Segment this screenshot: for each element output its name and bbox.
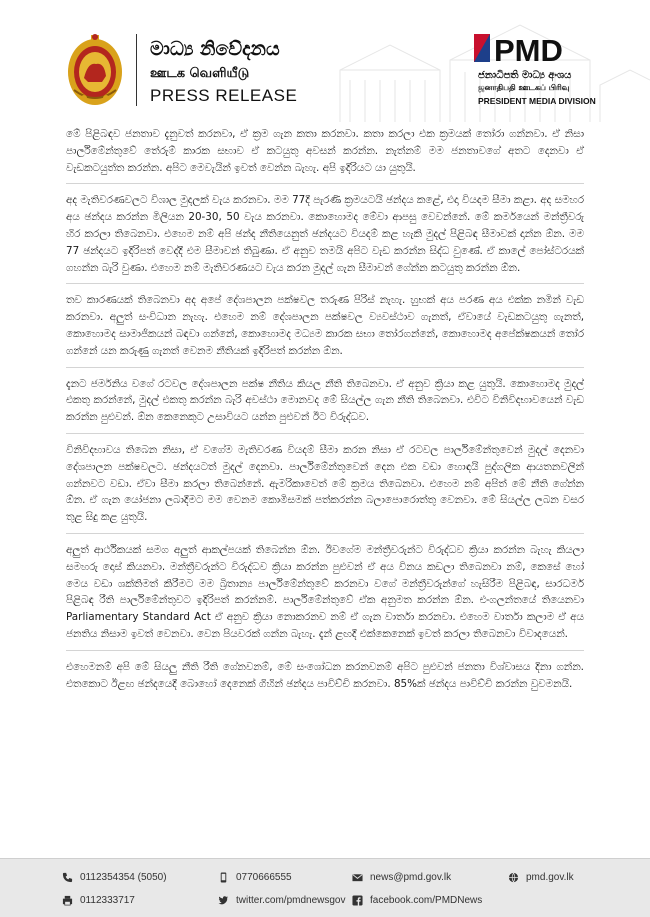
paragraph-5: විනිවිදභාවය තිබෙන නිසා, ඒ වගේම මැතිවරණ වියදම් සීමා කරන නිසා ඒ රටවල පාර්ලිමේන්තුවෙන් මුදල් දෙනවා දේශපාලන පක්ෂවලට. ඡන්දයටත් මුදල් දෙනවා. පාර්ලිමේන්තුවෙන් දෙන එක වඩා හොඳයි පුද්ගලික ආයතනවලින් ගන්නවට වඩා. ඒවා සීමා කරලා තිබෙන්නේ. ඇමරිකාවෙත් මේ ක්‍රමය තිබෙනවා. එහෙම නම් අපිත් මේ නීති ගේන්න ඕන. ඒ ගැන යෝජනා ලබාදීමට මම වෙනම කොමිසමක් පත්කරන්න බලාපොරොත්තු වෙනවා. මේ සියල්ල ලබන වසර තුළ සිදු කළ යුතුයි.: [66, 442, 584, 534]
division-sinhala: ජනාධිපති මාධ්‍ය අංශය: [478, 70, 572, 81]
footer-email[interactable]: [352, 872, 451, 883]
fax-icon: [62, 895, 73, 906]
phone-icon: [62, 872, 73, 883]
website-text: pmd.gov.lk: [526, 872, 574, 883]
paragraph-7: එහෙමනම් අපි මේ සියලු නීති රීති ගේනවනම්, මේ සංශෝධන කරනවනම් අපිට පුළුවන් ජනතා විශ්වාසය දිනා ගන්න. එතකොට ඊළඟ ඡන්දයෙදී බොහෝ දෙනෙක් ගිහින් ඡන්දය පාවිච්චි කරනවා. 85%ක් ඡන්දය පාවිච්චි කරන්න වුවමනයි.: [66, 660, 584, 690]
national-emblem-icon: [66, 32, 124, 108]
footer-phone[interactable]: [62, 872, 167, 883]
fax-text: 0112333717: [80, 895, 135, 906]
paragraph-3: තව කාරණයක් තිබෙනවා අද අපේ දේශපාලන පක්ෂවල තරුණ පිරිස් නැහැ. හුභක් අය පරණ අය එක්ක නමින් වැඩ කරනවා. අලුත් සංවිධාන නැහැ. එහෙම නම් දේශපාලන පක්ෂවල ව්‍යවස්ථාව ගැනත්, ඒවායේ වැඩකටයුතු ගැනත්, කොහොමද සාමාජිකයන් බඳවා ගන්නේ, කොහොමද මධ්‍යම කාරක සභා තෝරගන්නේ, කොහොමද අපේක්ෂකයන් තෝර ගන්නේ යන කරුණු ගැනත් වෙනම නීතියක් ඉදිරිපත් කරන්න ඕන.: [66, 292, 584, 367]
header-divider: [136, 34, 137, 106]
paragraph-6: අලුත් ආර්ථිකයක් සමග අලුත් ආකල්පයක් තිබෙන්න ඕන. ඊවගේම මන්ත්‍රීවරුන්ට විරුද්ධව ක්‍රියා කරන්න බැහැ කියලා සමහරු දොස් කියනවා. මන්ත්‍රීවරුන්ට විරුද්ධව ක්‍රියා කරන්න පුළුවන් ඒ අය විනය කඩලා තිබෙනවා නම්, කෙසේ හෝ මෙය වඩා ශක්තිමත් කිරීමට මම බ්‍රිතාන්‍ය පාර්ලිමේන්තුවේ කරනවා වගේ මන්ත්‍රීවරුන්ගේ හැසිරීම පිළිබඳ, සාරධර්ම පිළිබඳ රීති පාර්ලිමේන්තුවට ඉදිරිපත් කරන්නම්. පාර්ලිමේන්තුවේ ඒක අනුමත කරන්න ඕන. එංගලන්තයේ තියෙනවා Parliamentary Standard Act ඒ අනුව ක්‍රියා නොකරනව නම් ඒ ගැන වාර්තා කරනවා. එහෙම වාර්තා කලාම ඒ අය ජනතිය නිසාම ඉවත් වෙනවා. වෙන පියවරක් ගන්න බැහැ. දැන් ළඟදී එක්කෙනෙක් ඉවත් කරලා තිබෙනවා විවාදයෙන්.: [66, 542, 584, 651]
footer-fax[interactable]: [62, 895, 135, 906]
footer-contact-bar: [0, 858, 650, 917]
footer-mobile[interactable]: [218, 872, 292, 883]
mobile-text: 0770666555: [236, 872, 292, 883]
header: [0, 0, 650, 122]
email-text: news@pmd.gov.lk: [370, 872, 452, 883]
division-tamil: ஜனாதிபதி ஊடகப் பிரிவு: [478, 83, 570, 92]
paragraph-1: මේ පිළිබඳව ජනතාව දැනුවත් කරනවා, ඒ ක්‍රම ගැන කතා කරනවා. කතා කරලා එක ක්‍රමයක් තෝරා ගන්නවා. ඒ නිසා පාර්ලිමේන්තුවේ තේරුම් කාරක සභාව ඒ කටයුතු අවසන් කරන්න. නැත්නම් මම ජනතාවගේ අතට දෙනවා ඒ වැඩකටයුත්ත කරන්න. අපිට මෙවැයින් ඉවත් වෙන්න බැහැ. අපි ඉදිරියට යා යුතුයි.: [66, 126, 584, 184]
paragraph-2: අද මැතිවරණවලට විශාල මුදලක් වැය කරනවා. මම 77දී පැරණි ක්‍රමයටයි ඡන්දය කළේ, එදා වියදම සීමා කළා. අද සමහර අය ඡන්දය කරන්න මිලියන 20-30, 50 වැය කරනවා. කොහොමද මේවා ආපසු වෙවන්නේ. මේ කර්මයෙන් මන්ත්‍රීවරු හිර කරලා තිබෙනවා. එහෙම නම් අපි ඡන්ද නීතියෙනුත් ඡන්දයට වියදම් කළ හැකි මුදල් පිළිබඳ සීමාවක් දාන්න ඕන. මම 77 ඡන්දයට ඉදිරිපත් වෙද්දී එම සීමාවන් තිබුණා. ඒ අනුව තමයි අපිට වැඩ කරන්න සිද්ධ වුණේ. ඒ කාලේ පෝස්ටරයක් ගහන්න බැරි වුණා. එහෙම නම් මැතිවරණයට වැය කරන මුදල් ගැන සීමාවන් ගේන්න කටයුතු කරන්න ඕන.: [66, 192, 584, 284]
mobile-icon: [218, 872, 229, 883]
pmd-logo-text: PMD: [494, 33, 563, 64]
phone-text: 0112354354 (5050): [80, 872, 167, 883]
press-release-body: [66, 126, 584, 707]
title-sinhala: මාධ්‍ය නිවේදනය: [150, 38, 280, 60]
twitter-text: twitter.com/pmdnewsgov: [236, 895, 346, 906]
email-icon: [352, 872, 363, 883]
globe-icon: [508, 872, 519, 883]
pmd-logo-icon: [474, 32, 576, 64]
title-english: PRESS RELEASE: [150, 86, 298, 105]
facebook-icon: [352, 895, 363, 906]
facebook-text: facebook.com/PMDNews: [370, 895, 483, 906]
footer-facebook[interactable]: [352, 895, 482, 906]
footer-twitter[interactable]: [218, 895, 346, 906]
division-english: PRESIDENT MEDIA DIVISION: [478, 96, 596, 106]
title-tamil: ஊடக வெளியீடு: [150, 66, 250, 81]
twitter-icon: [218, 895, 229, 906]
paragraph-4: දැනට ජර්මනිය වගේ රටවල දේශපාලන පක්ෂ නීතිය කියල නීති තිබෙනවා. ඒ අනුව ක්‍රියා කළ යුතුයි. කොහොමද මුදල් එකතු කරන්නේ, මුදල් එකතු කරන්න බැරි අවස්ථා මොනවද මේ සියල්ල ගැන නීති තිබෙනවා. එවිට විනිවිදභාවයෙන් වැඩ කරන්න පුළුවන්. ඕන කෙනෙකුට උසාවියට යන්න පුළුවන් ඊට විරුද්ධව.: [66, 376, 584, 434]
footer-website[interactable]: [508, 872, 574, 883]
